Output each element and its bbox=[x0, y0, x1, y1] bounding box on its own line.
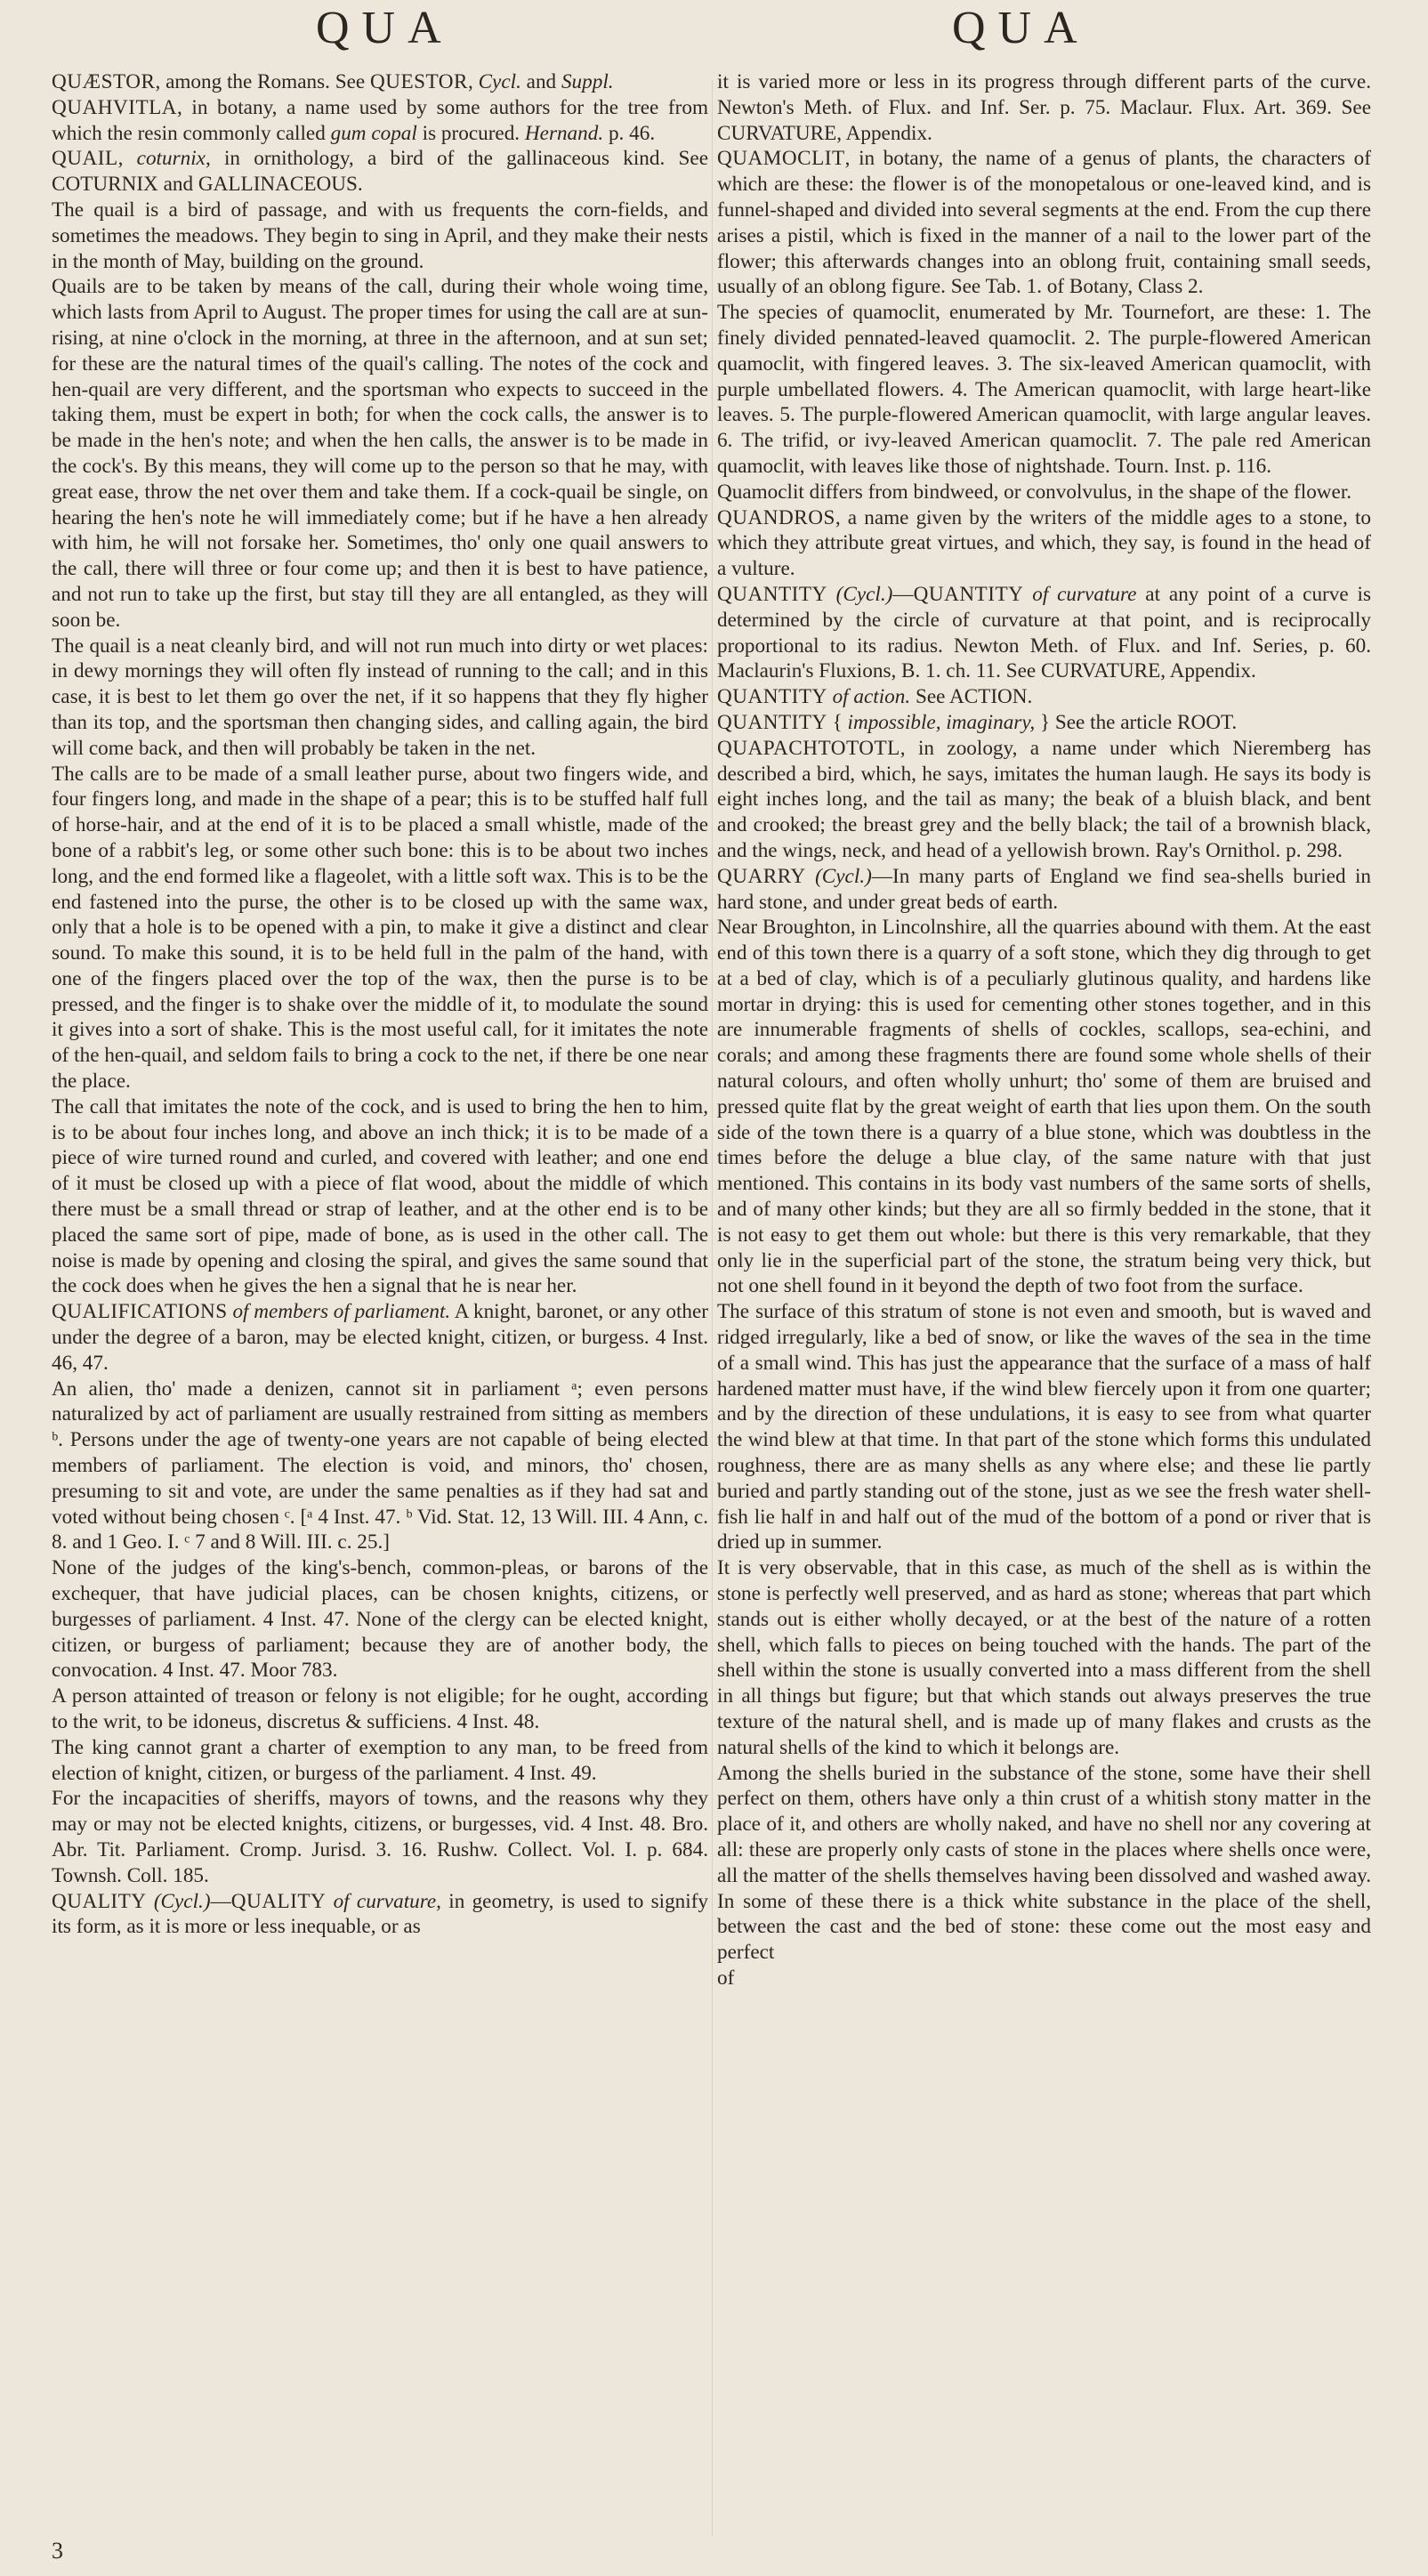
body-paragraph: Quails are to be taken by means of the call, during their whole woing time, which lasts from April to August. The proper times for using the call are at sun-rising, at nine o'clock in the morning, at three in the afternoon, and at sun set; for these are the natural times of the quail's calling. The notes of the cock and hen-quail are very different, and the sportsman who expects to succeed in the taking them, must be expert in both; for when the cock calls, the answer is to be made in the hen's note; and when the hen calls, the answer is to be made in the cock's. By this means, they will come up to the person so that he may, with great ease, throw the net over them and take them. If a cock-quail be single, on hearing the hen's note he will immediately come; but if he have a hen already with him, he will not forsake her. Sometimes, tho' only one quail answers to the call, there will three or four come up; and then it is best to have patience, and not run to take up the first, but stay till they are all entangled, as they will soon be. bbox=[52, 275, 708, 632]
entry-text bbox=[806, 865, 815, 888]
entry-text: , in botany, a name used by some authors for the tree from which the resin commonly called bbox=[52, 95, 708, 145]
body-paragraph: Quamoclit differs from bindweed, or convolvulus, in the shape of the flower. bbox=[717, 480, 1352, 504]
dictionary-entry bbox=[717, 146, 1371, 300]
entry-text: , in zoology, a name under which Nieremberg has described a bird, which, he says, imitates the human laugh. He says its body is eight inches long, and the tail as many; the beak of a bluish black, and bent and crooked; the breast grey and the belly black; the tail of a brownish black, and the wings, neck, and head of a yellowish brown. Ray's Ornithol. p. 298. bbox=[717, 736, 1371, 862]
entry-headword: QUALITY bbox=[52, 1889, 147, 1913]
body-paragraph: None of the judges of the king's-bench, common-pleas, or barons of the exchequer, that have judicial places, can be chosen knights, citizens, or burgesses of parliament. 4 Inst. 47. None of the clergy can be elected knight, citizen, or burgess of parliament; because they are of another body, the convocation. 4 Inst. 47. Moor 783. bbox=[52, 1556, 708, 1683]
entry-italic: (Cycl.) bbox=[835, 582, 893, 606]
entry-text bbox=[147, 1890, 154, 1913]
entry-headword: QUAIL bbox=[52, 147, 118, 171]
dictionary-entry bbox=[717, 736, 1371, 864]
body-paragraph: The call that imitates the note of the cock, and is used to bring the hen to him, is to be about four inches long, and above an inch thick; it is to be made of a piece of wire turned round and curled, and covered with leather; and one end of it must be closed up with a piece of flat wood, about the middle of which there must be a small thread or strap of leather, and at the other end is to be placed the same sort of pipe, made of bone, as is used in the other call. The noise is made by opening and closing the spiral, and gives the same sound that the cock does when he gives the hen a signal that he is near her. bbox=[52, 1094, 708, 1298]
dictionary-entry bbox=[717, 582, 1371, 684]
entry-italic: of curvature bbox=[1032, 582, 1137, 606]
entry-italic: (Cycl.) bbox=[153, 1889, 211, 1913]
entry-headword: QUANTITY bbox=[717, 582, 827, 606]
entry-italic: Suppl. bbox=[561, 70, 614, 93]
entry-text: , among the Romans. See bbox=[155, 70, 370, 93]
entry-headword: QUANDROS bbox=[717, 505, 835, 529]
entry-italic: of action. bbox=[832, 685, 911, 709]
dictionary-entry bbox=[717, 684, 1371, 710]
entry-headword: QUANTITY bbox=[717, 685, 827, 709]
entry-headword: QUAPACHTOTOTL bbox=[717, 736, 900, 760]
entry-text: , a name given by the writers of the middle ages to a stone, to which they attribute great virtues, and which, they say, is found in the head of a vulture. bbox=[717, 505, 1371, 581]
dictionary-entry bbox=[52, 69, 708, 95]
entry-italic: of members of parliament. bbox=[232, 1300, 451, 1324]
dictionary-entry bbox=[52, 95, 708, 147]
column-divider bbox=[712, 80, 713, 2536]
body-paragraph: It is very observable, that in this case, as much of the shell as is within the stone is perfectly well preserved, and as hard as stone; whereas that part which stands out is either wholly decayed, or at the best of the nature of a rotten shell, which falls to pieces on being touched with the hands. The part of the shell within the stone is usually converted into a mass different from the shell in all things but figure; but that which stands out always preserves the true texture of the natural shell, and is made up of many flakes and crusts as the natural shells of the kind to which it belongs are. bbox=[717, 1556, 1371, 1759]
body-paragraph: of bbox=[717, 1966, 735, 1990]
entry-text: { bbox=[827, 710, 848, 734]
entry-text: in geometry, is used to signify its form, as it is more or less inequable, or as bbox=[52, 1889, 708, 1939]
body-paragraph: it is varied more or less in its progress through different parts of the curve. Newton's Meth. of Flux. and Inf. Ser. p. 75. Maclaur. Flux. Art. 369. See CURVATURE, Appendix. bbox=[717, 70, 1371, 145]
entry-text: — bbox=[892, 582, 914, 606]
right-column bbox=[717, 69, 1371, 2543]
page-folio: 3 bbox=[52, 2538, 63, 2564]
entry-text bbox=[827, 583, 836, 606]
entry-text: —In many parts of England we find sea-shells buried in hard stone, and under great beds of earth. bbox=[717, 864, 1371, 914]
entry-headword: QUÆSTOR bbox=[52, 70, 156, 93]
body-paragraph: For the incapacities of sheriffs, mayors of towns, and the reasons why they may or may not be elected knights, citizens, or burgesses, vid. 4 Inst. 48. Bro. Abr. Tit. Parliament. Cromp. Jurisd. 3. 16. Rushw. Collect. Vol. I. p. 684. Townsh. Coll. 185. bbox=[52, 1787, 708, 1887]
entry-text: . bbox=[357, 173, 363, 197]
entry-italic: Cycl. bbox=[478, 70, 521, 93]
body-paragraph: The quail is a neat cleanly bird, and will not run much into dirty or wet places: in dewy mornings they will often fly instead of running to the call; and in this case, it is best to let them go over the net, if it so happens that they fly higher than its top, and the sportsman then changing sides, and calling again, the bird will come back, and then will probably be taken in the net. bbox=[52, 634, 708, 760]
entry-headword: QUANTITY bbox=[717, 710, 827, 734]
entry-text: , bbox=[467, 70, 479, 93]
entry-text: , in ornithology, a bird of the gallinaceous kind. See bbox=[205, 147, 708, 171]
entry-italic: of curvature, bbox=[333, 1889, 441, 1913]
dictionary-entry bbox=[717, 864, 1371, 916]
running-head-left: QUA bbox=[316, 3, 454, 53]
entry-text: at any point of a curve is determined by the circle of curvature at that point, and is reciprocally proportional to its radius. Newton Meth. of Flux. and Inf. Series, p. 60. Maclaurin's Fluxions, B. 1. ch. 11. See CURVATURE, Appendix. bbox=[717, 582, 1371, 683]
entry-headword: QUANTITY bbox=[913, 582, 1024, 606]
body-paragraph: A person attainted of treason or felony is not eligible; for he ought, according to the writ, to be idoneus, discretus & sufficiens. 4 Inst. 48. bbox=[52, 1684, 708, 1733]
entry-text: A knight, baronet, or any other under the degree of a baron, may be elected knight, citizen, or burgess. 4 Inst. 46, 47. bbox=[52, 1300, 708, 1375]
entry-italic: impossible, imaginary, bbox=[847, 710, 1036, 734]
body-paragraph: The surface of this stratum of stone is not even and smooth, but is waved and ridged irregularly, like a bed of snow, or like the waves of the sea in the time of a small wind. This has just the appearance that the surface of a mass of half hardened matter must have, if the wind blew fiercely upon it from one quarter; and by the direction of these undulations, it is easy to see from what quarter the wind blew at that time. In that part of the stone which forms this undulated roughness, there are as many shells as any where else; and these lie partly buried and partly standing out of the stone, just as we see the fresh water shell-fish lie half in and half out of the mud of the bottom of a pond or river that is dried up in summer. bbox=[717, 1300, 1371, 1554]
entry-text: is procured. bbox=[416, 121, 525, 145]
body-paragraph: Near Broughton, in Lincolnshire, all the quarries abound with them. At the east end of this town there is a quarry of a soft stone, which they dig through to get at a bed of clay, which is of a peculiarly glutinous quality, and hardens like mortar in drying: this is used for cementing other stones together, and in this are innumerable fragments of shells of cockles, scallops, sea-echini, and corals; and among these fragments there are found some whole shells of their natural colours, and often wholly unhurt; tho' some of them are bruised and pressed quite flat by the great weight of earth that lies upon them. On the south side of the town there is a quarry of a blue stone, which was doubtless in the times before the deluge a blue clay, of the same nature with that just mentioned. This contains in its body vast numbers of the same sorts of shells, and of many other kinds; but they are all so firmly bedded in the stone, that it is not easy to get them out whole: but there is this very remarkable, that they only lie in the superficial part of the stone, the stratum being very thick, but not one shell found in it beyond the depth of two foot from the surface. bbox=[717, 916, 1371, 1298]
entry-text: } See the article ROOT. bbox=[1035, 710, 1238, 734]
body-paragraph: The king cannot grant a charter of exemption to any man, to be freed from election of knight, citizen, or burgess of the parliament. 4 Inst. 49. bbox=[52, 1735, 708, 1785]
left-column bbox=[52, 69, 708, 2543]
entry-headword: QUALITY bbox=[230, 1889, 327, 1913]
entry-italic: coturnix bbox=[136, 147, 206, 171]
entry-italic: (Cycl.) bbox=[815, 864, 872, 888]
running-head-right: QUA bbox=[952, 3, 1090, 53]
body-paragraph: The quail is a bird of passage, and with us frequents the corn-fields, and sometimes the meadows. They begin to sing in April, and they make their nests in the month of May, building on the ground. bbox=[52, 198, 708, 273]
entry-headword: QUALIFICATIONS bbox=[52, 1300, 228, 1324]
entry-headword: QUESTOR bbox=[369, 70, 468, 93]
entry-text: p. 46. bbox=[603, 121, 656, 145]
entry-text bbox=[326, 1890, 333, 1913]
dictionary-entry bbox=[52, 146, 708, 198]
entry-text: and bbox=[520, 70, 561, 93]
entry-text: COTURNIX and GALLINACEOUS bbox=[52, 173, 358, 197]
entry-headword: QUARRY bbox=[717, 864, 806, 888]
entry-italic: gum copal bbox=[330, 121, 417, 145]
entry-text: , bbox=[117, 147, 137, 171]
body-paragraph: The species of quamoclit, enumerated by Mr. Tournefort, are these: 1. The finely divided pennated-leaved quamoclit. 2. The purple-flowered American quamoclit, with fingered leaves. 3. The six-leaved American quamoclit, with purple umbellated flowers. 4. The American quamoclit, with large heart-like leaves. 5. The purple-flowered American quamoclit, with large angular leaves. 6. The trifid, or ivy-leaved American quamoclit. 7. The pale red American quamoclit, with leaves like those of nightshade. Tourn. Inst. p. 116. bbox=[717, 301, 1371, 478]
entry-text bbox=[1023, 583, 1032, 606]
dictionary-entry bbox=[52, 1889, 708, 1941]
entry-headword: QUAHVITLA bbox=[52, 95, 178, 119]
entry-headword: QUAMOCLIT bbox=[717, 147, 845, 171]
entry-text: See ACTION. bbox=[910, 685, 1033, 709]
body-paragraph: The calls are to be made of a small leather purse, about two fingers wide, and four fingers long, and made in the shape of a pear; this is to be stuffed half full of horse-hair, and at the end of it is to be placed a small whistle, made of the bone of a rabbit's leg, or some other such bone: this is to be about two inches long, and the end formed like a flageolet, with a little soft wax. This is to be the end fastened into the purse, the other is to be closed up with the same wax, only that a hole is to be opened with a pin, to make it give a distinct and clear sound. To make this sound, it is to be held full in the palm of the hand, with one of the fingers placed over the top of the wax, then the purse is to be pressed, and the finger is to shake over the middle of it, to modulate the sound it gives into a sort of shake. This is the most useful call, for it imitates the note of the hen-quail, and seldom fails to bring a cock to the net, if there be one near the place. bbox=[52, 762, 708, 1094]
entry-text: , in botany, the name of a genus of plants, the characters of which are these: the flower is of the monopetalous or one-leaved kind, and is funnel-shaped and divided into several segments at the end. From the cup there arises a pistil, which is fixed in the manner of a nail to the lower part of the flower; this afterwards changes into an oblong fruit, containing small seeds, usually of an oblong figure. See Tab. 1. of Botany, Class 2. bbox=[717, 147, 1371, 299]
entry-text: — bbox=[210, 1889, 231, 1913]
dictionary-entry bbox=[717, 710, 1371, 736]
dictionary-entry bbox=[52, 1299, 708, 1376]
body-paragraph: An alien, tho' made a denizen, cannot sit in parliament ᵃ; even persons naturalized by act of parliament are usually restrained from sitting as members ᵇ. Persons under the age of twenty-one years are not capable of being elected members of parliament. The election is void, and minors, tho' chosen, presuming to sit and vote, are under the same penalties as if they had sat and voted without being chosen ᶜ. [ᵃ 4 Inst. 47. ᵇ Vid. Stat. 12, 13 Will. III. 4 Ann, c. 8. and 1 Geo. I. ᶜ 7 and 8 Will. III. c. 25.] bbox=[52, 1377, 708, 1554]
entry-italic: Hernand. bbox=[524, 121, 604, 145]
body-paragraph: Among the shells buried in the substance of the stone, some have their shell perfect on them, others have only a thin crust of a whitish stony matter in the place of it, and others are wholly naked, and have no shell nor any covering at all: these are properly only casts of stone in the places where shells once were, all the matter of the shells themselves having been dissolved and washed away. In some of these there is a thick white substance in the place of the shell, between the cast and the bed of stone: these come out the most easy and perfect bbox=[717, 1761, 1371, 1965]
dictionary-entry bbox=[717, 505, 1371, 582]
